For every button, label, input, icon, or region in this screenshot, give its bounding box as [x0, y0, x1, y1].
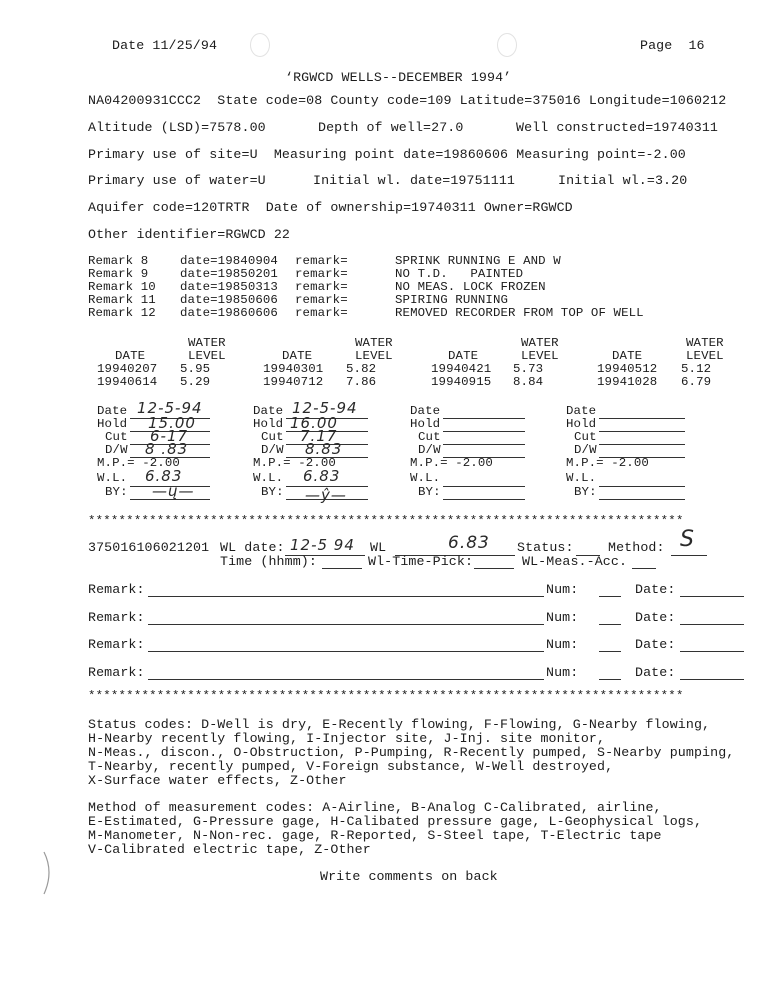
col-header-water: WATER: [686, 336, 724, 350]
entry-hold-label: Hold: [97, 417, 128, 431]
remark-input[interactable]: [148, 624, 544, 625]
time-label: Time (hhmm):: [220, 554, 317, 569]
entry-dw-label: D/W: [418, 443, 441, 457]
level-date: 19941028: [597, 375, 658, 389]
col-header-water: WATER: [188, 336, 226, 350]
primary-use-water: Primary use of water=U: [88, 173, 266, 188]
entry-wl-field[interactable]: [443, 486, 525, 487]
col-header-water: WATER: [521, 336, 559, 350]
entry-by-signature: —ų—: [152, 482, 195, 500]
col-header-date: DATE: [115, 349, 146, 363]
status-codes-line: H-Nearby recently flowing, I-Injector site, J-Inj. site monitor,: [88, 731, 606, 746]
level-value: 7.86: [346, 375, 377, 389]
page-number: Page 16: [640, 38, 705, 53]
remark-text: NO MEAS. LOCK FROZEN: [395, 280, 546, 294]
remark-key: remark=: [295, 254, 348, 268]
col-header-level: LEVEL: [355, 349, 393, 363]
meas-acc-field[interactable]: [632, 568, 656, 569]
entry-date-label: Date: [97, 404, 128, 418]
entry-dw-value: 8 .83: [145, 440, 189, 458]
primary-use-site: Primary use of site=U Measuring point date=19860606 Measuring point=-2.00: [88, 147, 686, 162]
time-field[interactable]: [322, 568, 362, 569]
measurement-site-id: 375016106021201: [88, 540, 210, 555]
entry-by-label: BY:: [418, 485, 441, 499]
report-date: Date 11/25/94: [112, 38, 218, 53]
separator-stars: ******************************************************************************: [88, 690, 684, 702]
date-input[interactable]: [680, 651, 744, 652]
entry-date-label: Date: [410, 404, 441, 418]
entry-wl-label: W.L.: [97, 471, 128, 485]
entry-wl-value: 6.83: [145, 467, 183, 485]
wl-value: 6.83: [448, 533, 490, 553]
num-label: Num:: [546, 665, 579, 680]
entry-wl-field[interactable]: [599, 486, 685, 487]
method-codes-line: Method of measurement codes: A-Airline, B-Analog C-Calibrated, airline,: [88, 800, 662, 815]
num-label: Num:: [546, 610, 579, 625]
col-header-date: DATE: [282, 349, 313, 363]
remark-key: remark=: [295, 293, 348, 307]
col-header-level: LEVEL: [188, 349, 226, 363]
entry-by-field[interactable]: [443, 499, 525, 500]
punch-hole-left: [250, 33, 270, 57]
level-value: 5.95: [180, 362, 211, 376]
method-field[interactable]: [671, 555, 707, 556]
entry-mp: M.P.= -2.00: [97, 456, 180, 470]
time-pick-label: Wl-Time-Pick:: [368, 554, 474, 569]
remark-date: date=19840904: [180, 254, 278, 268]
remark-date: date=19850606: [180, 293, 278, 307]
footer-note: Write comments on back: [320, 869, 498, 884]
time-pick-field[interactable]: [474, 568, 514, 569]
separator-stars: ******************************************************************************: [88, 515, 684, 527]
aquifer-code: Aquifer code=120TRTR Date of ownership=19740311 Owner=RGWCD: [88, 200, 573, 215]
report-title: ‘RGWCD WELLS--DECEMBER 1994’: [285, 70, 512, 85]
col-header-date: DATE: [612, 349, 643, 363]
level-value: 6.79: [681, 375, 712, 389]
entry-date-label: Date: [566, 404, 597, 418]
method-codes-line: E-Estimated, G-Pressure gage, H-Calibated pressure gage, L-Geophysical logs,: [88, 814, 703, 829]
status-codes-line: N-Meas., discon., O-Obstruction, P-Pumping, R-Recently pumped, S-Nearby pumping,: [88, 745, 735, 760]
entry-dw-label: D/W: [105, 443, 128, 457]
entry-hold-value: 15.00: [148, 414, 196, 432]
entry-date-field[interactable]: [443, 418, 525, 419]
remark-form-label: Remark:: [88, 665, 145, 680]
col-header-water: WATER: [355, 336, 393, 350]
remark-text: SPRINK RUNNING E AND W: [395, 254, 561, 268]
remark-form-label: Remark:: [88, 582, 145, 597]
remark-key: remark=: [295, 267, 348, 281]
status-codes-line: T-Nearby, recently pumped, V-Foreign substance, W-Well destroyed,: [88, 759, 614, 774]
num-label: Num:: [546, 582, 579, 597]
remark-key: remark=: [295, 280, 348, 294]
wl-label: WL: [370, 540, 387, 555]
remark-text: NO T.D. PAINTED: [395, 267, 524, 281]
entry-cut-label: Cut: [418, 430, 441, 444]
level-date: 19940915: [431, 375, 492, 389]
entry-mp: M.P.= -2.00: [566, 456, 649, 470]
date-label: Date:: [635, 637, 676, 652]
entry-dw-label: D/W: [261, 443, 284, 457]
entry-date-value: 12-5-94: [137, 399, 203, 417]
num-input[interactable]: [599, 624, 621, 625]
level-value: 5.82: [346, 362, 377, 376]
level-date: 19940712: [263, 375, 324, 389]
entry-cut-label: Cut: [105, 430, 128, 444]
remark-form-label: Remark:: [88, 610, 145, 625]
wl-date-label: WL date:: [220, 540, 285, 555]
well-depth: Depth of well=27.0: [318, 120, 464, 135]
entry-dw-value: 8.83: [305, 440, 343, 458]
entry-wl-label: W.L.: [410, 471, 441, 485]
remark-label: Remark 9: [88, 267, 149, 281]
punch-hole-right: [497, 33, 517, 57]
entry-date-field[interactable]: [599, 418, 685, 419]
remark-label: Remark 11: [88, 293, 156, 307]
num-label: Num:: [546, 637, 579, 652]
entry-hold-label: Hold: [253, 417, 284, 431]
level-value: 5.73: [513, 362, 544, 376]
scan-mark: [38, 850, 58, 900]
col-header-level: LEVEL: [521, 349, 559, 363]
entry-by-label: BY:: [574, 485, 597, 499]
remark-key: remark=: [295, 306, 348, 320]
col-header-date: DATE: [448, 349, 479, 363]
date-label: Date:: [635, 665, 676, 680]
date-input[interactable]: [680, 679, 744, 680]
status-label: Status:: [517, 540, 574, 555]
entry-hold-label: Hold: [566, 417, 597, 431]
wl-date-value: 12-5 94: [290, 536, 355, 554]
entry-dw-label: D/W: [574, 443, 597, 457]
entry-hold-label: Hold: [410, 417, 441, 431]
level-value: 5.12: [681, 362, 712, 376]
level-date: 19940512: [597, 362, 658, 376]
entry-mp: M.P.= -2.00: [253, 456, 336, 470]
site-id-line: NA04200931CCC2 State code=08 County code=109 Latitude=375016 Longitude=1060212: [88, 93, 727, 108]
remark-date: date=19850313: [180, 280, 278, 294]
remark-label: Remark 8: [88, 254, 149, 268]
entry-mp: M.P.= -2.00: [410, 456, 493, 470]
level-date: 19940207: [97, 362, 158, 376]
num-input[interactable]: [599, 679, 621, 680]
remark-text: SPIRING RUNNING: [395, 293, 509, 307]
other-identifier: Other identifier=RGWCD 22: [88, 227, 290, 242]
entry-wl-value: 6.83: [303, 467, 341, 485]
num-input[interactable]: [599, 596, 621, 597]
remark-date: date=19860606: [180, 306, 278, 320]
entry-hold-field[interactable]: [599, 431, 685, 432]
remark-date: date=19850201: [180, 267, 278, 281]
status-codes-line: X-Surface water effects, Z-Other: [88, 773, 347, 788]
col-header-level: LEVEL: [686, 349, 724, 363]
entry-by-label: BY:: [105, 485, 128, 499]
entry-cut-value: 6-17: [150, 427, 189, 445]
level-value: 8.84: [513, 375, 544, 389]
entry-cut-field[interactable]: [443, 444, 525, 445]
remark-input[interactable]: [148, 651, 544, 652]
meas-acc-label: WL-Meas.-Acc.: [522, 554, 628, 569]
remark-label: Remark 12: [88, 306, 156, 320]
method-codes-line: V-Calibrated electric tape, Z-Other: [88, 842, 371, 857]
remark-input[interactable]: [148, 596, 544, 597]
num-input[interactable]: [599, 651, 621, 652]
remark-label: Remark 10: [88, 280, 156, 294]
entry-hold-field[interactable]: [443, 431, 525, 432]
status-codes-line: Status codes: D-Well is dry, E-Recently flowing, F-Flowing, G-Nearby flowing,: [88, 717, 711, 732]
entry-wl-label: W.L.: [566, 471, 597, 485]
level-date: 19940614: [97, 375, 158, 389]
remark-form-label: Remark:: [88, 637, 145, 652]
entry-by-signature: —ŷ—: [305, 486, 347, 504]
level-date: 19940301: [263, 362, 324, 376]
entry-cut-field[interactable]: [599, 444, 685, 445]
initial-wl-date: Initial wl. date=19751111: [313, 173, 515, 188]
altitude: Altitude (LSD)=7578.00: [88, 120, 266, 135]
initial-wl: Initial wl.=3.20: [558, 173, 688, 188]
remark-input[interactable]: [148, 679, 544, 680]
entry-by-field[interactable]: [599, 499, 685, 500]
well-constructed: Well constructed=19740311: [516, 120, 718, 135]
entry-wl-label: W.L.: [253, 471, 284, 485]
level-date: 19940421: [431, 362, 492, 376]
remark-text: REMOVED RECORDER FROM TOP OF WELL: [395, 306, 644, 320]
entry-date-value: 12-5-94: [292, 399, 358, 417]
entry-hold-value: 16.00: [290, 414, 338, 432]
entry-date-label: Date: [253, 404, 284, 418]
entry-by-label: BY:: [261, 485, 284, 499]
method-codes-line: M-Manometer, N-Non-rec. gage, R-Reported, S-Steel tape, T-Electric tape: [88, 828, 662, 843]
method-label: Method:: [608, 540, 665, 555]
date-input[interactable]: [680, 596, 744, 597]
date-label: Date:: [635, 610, 676, 625]
entry-cut-value: 7.17: [300, 427, 338, 445]
level-value: 5.29: [180, 375, 211, 389]
date-label: Date:: [635, 582, 676, 597]
entry-cut-label: Cut: [261, 430, 284, 444]
method-value: S: [680, 527, 695, 552]
date-input[interactable]: [680, 624, 744, 625]
entry-cut-label: Cut: [574, 430, 597, 444]
